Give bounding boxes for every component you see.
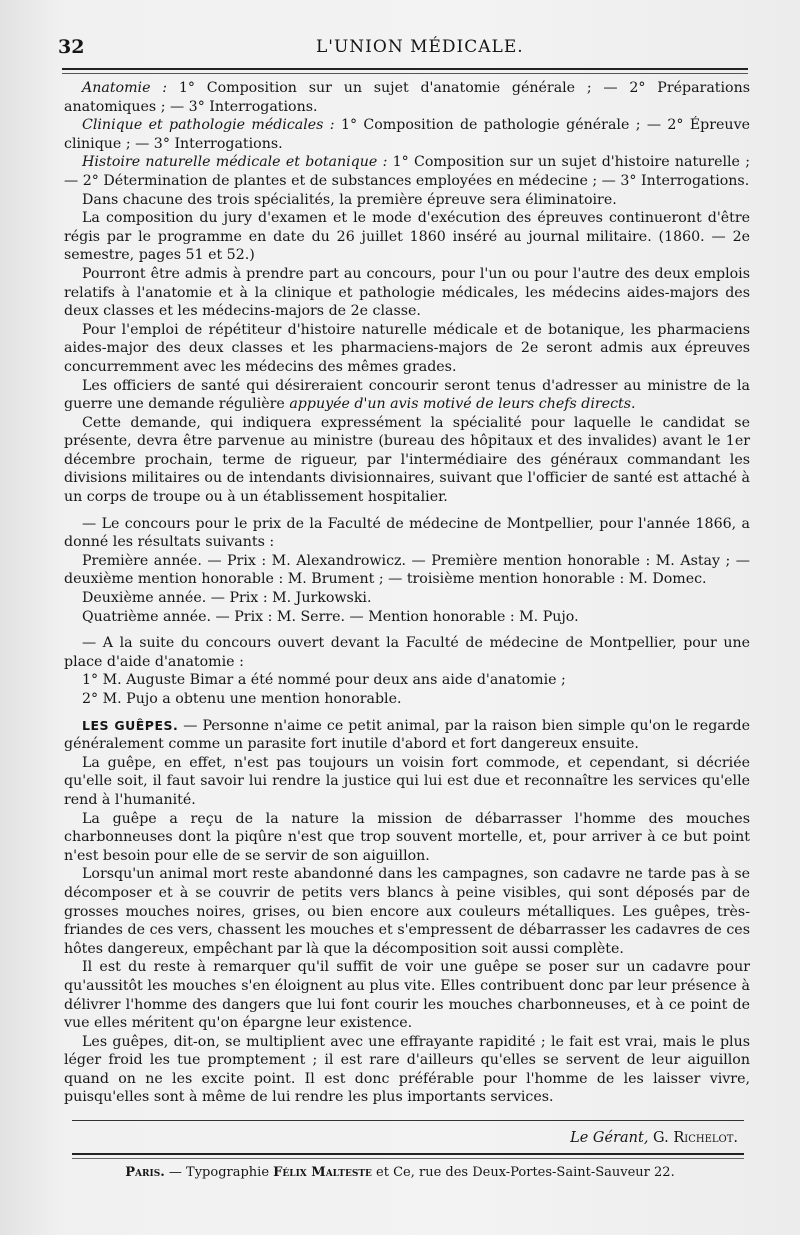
signature-role: Le Gérant, — [570, 1130, 649, 1146]
paragraph-guepes — [64, 717, 750, 754]
page-number: 32 — [58, 36, 85, 58]
paragraph-18: Il est du reste à remarquer qu'il suffit de voir une guêpe se poser sur un cadavre pour qu'aussitôt les mouches s'en éloignent au plus vite. Elles contribuent donc par leur présence à délivrer l'homme des dangers que lui font courir les mouches charbonneuses, et à ce point de vue elles méritent qu'on épargne leur existence. — [64, 959, 750, 1032]
paragraph-10: Quatrième année. — Prix : M. Serre. — Mention honorable : M. Pujo. — [82, 608, 579, 625]
imprint-text-b: et Ce, rue des Deux-Portes-Saint-Sauveur 22. — [371, 1165, 675, 1180]
page-header — [58, 36, 748, 62]
imprint — [0, 1165, 800, 1180]
signature — [570, 1130, 738, 1146]
paragraph-15: La guêpe, en effet, n'est pas toujours un voisin fort commode, et cependant, si décriée qu'elle soit, il faut savoir lui rendre la justice qui lui est due et reconnaître les services qu'elle rend à l'humanité. — [64, 754, 750, 808]
running-title: L'UNION MÉDICALE. — [316, 37, 524, 57]
paragraph-4: Pour l'emploi de répétiteur d'histoire naturelle médicale et de botanique, les pharmaciens aides-major des deux classes et les pharmaciens-majors de 2e seront admis aux épreuves concurremment avec les médecins des mêmes grades. — [64, 321, 750, 375]
label-clinique: Clinique et pathologie médicales : — [82, 117, 335, 134]
header-rule — [62, 68, 748, 74]
paragraph-5-italic: appuyée d'un avis motivé de leurs chefs directs. — [289, 396, 636, 413]
paragraph-3: Pourront être admis à prendre part au concours, pour l'un ou pour l'autre des deux emplois relatifs à l'anatomie et à la clinique et pathologie médicales, les médecins aides-majors des deux classes et les médecins-majors de 2e classe. — [64, 265, 750, 320]
footer-rule — [72, 1120, 744, 1121]
signature-name: G. Richelot. — [653, 1130, 738, 1146]
imprint-city: Paris. — [125, 1165, 165, 1180]
paragraph-19: Les guêpes, dit-on, se multiplient avec une effrayante rapidité ; le fait est vrai, mais le plus léger froid les tue promptement ; il est rare d'ailleurs qu'elles se servent de leur aiguillon quand on ne les excite point. Il est donc préférable pour l'homme de les laisser vivre, puisqu'elles sont à même de lui rendre les plus importants services. — [64, 1033, 750, 1106]
paragraph-17: Lorsqu'un animal mort reste abandonné dans les campagnes, son cadavre ne tarde pas à se décomposer et à se couvrir de petits vers blancs à peine visibles, qui sont déposés par de grosses mouches noires, grises, ou bien encore aux couleurs métalliques. Les guêpes, très-friandes de ces vers, chassent les mouches et s'empressent de débarrasser les cadavres de ces hôtes dangereux, empêchant par là que la décomposition soit aussi complète. — [64, 866, 750, 957]
paragraph-5 — [64, 377, 750, 414]
label-anatomie: Anatomie : — [82, 80, 168, 96]
paragraph-6: Cette demande, qui indiquera expressément la spécialité pour laquelle le candidat se présente, devra être parvenue au ministre (bureau des hôpitaux et des invalides) avant le 1er décembre prochain, terme de rigueur, par l'intermédiaire des généraux commandant les divisions militaires ou de intendants divisionnaires, suivant que l'officier de santé est attaché à un corps de troupe ou à un établissement hospitalier. — [64, 414, 750, 506]
paragraph-16: La guêpe a reçu de la nature la mission de débarrasser l'homme des mouches charbonneuses dont la piqûre n'est que trop souvent mortelle, et, pour arriver à ce but point n'est besoin pour elle de se servir de son aiguillon. — [64, 810, 750, 864]
paragraph-7: — Le concours pour le prix de la Faculté de médecine de Montpellier, pour l'année 1866, a donné les résultats suivants : — [64, 515, 750, 551]
paragraph-12: 1° M. Auguste Bimar a été nommé pour deux ans aide d'anatomie ; — [82, 672, 566, 689]
paragraph-5-text: Les officiers de santé qui désireraient concourir seront tenus d'adresser au ministre de la guerre une demande régulière — [64, 377, 750, 413]
text-anatomie: 1° Composition sur un sujet d'anatomie générale ; — 2° Préparations anatomiques ; — 3° Interrogations. — [64, 80, 750, 115]
imprint-printer: Félix Malteste — [273, 1165, 372, 1180]
text-clinique: 1° Composition de pathologie générale ; — 2° Épreuve clinique ; — 3° Interrogations. — [64, 117, 750, 152]
paragraph-clinique — [64, 116, 750, 153]
paragraph-9: Deuxième année. — Prix : M. Jurkowski. — [82, 590, 372, 607]
paragraph-13: 2° M. Pujo a obtenu une mention honorable. — [82, 691, 402, 707]
section-title-guepes: LES GUÊPES. — [82, 717, 179, 733]
paragraph-histoire — [64, 153, 750, 190]
paragraph-8: Première année. — Prix : M. Alexandrowicz. — Première mention honorable : M. Astay ; — deuxième mention honorable : M. Brument ; — troisième mention honorable : M. Domec. — [64, 552, 750, 588]
imprint-rule — [72, 1153, 744, 1159]
paragraph-guepes-text: — Personne n'aime ce petit animal, par la raison bien simple qu'on le regarde généralement comme un parasite fort inutile d'abord et fort dangereux ensuite. — [64, 717, 750, 753]
paragraph-1: Dans chacune des trois spécialités, la première épreuve sera éliminatoire. — [82, 191, 617, 208]
paragraph-11: — A la suite du concours ouvert devant la Faculté de médecine de Montpellier, pour une place d'aide d'anatomie : — [64, 635, 750, 670]
paragraph-2: La composition du jury d'examen et le mode d'exécution des épreuves continueront d'être régis par le programme en date du 26 juillet 1860 inséré au journal militaire. (1860. — 2e semestre, pages 51 et 52.) — [64, 210, 750, 264]
label-histoire: Histoire naturelle médicale et botanique : — [82, 154, 388, 171]
article-body — [64, 79, 750, 1107]
text-histoire: 1° Composition sur un sujet d'histoire naturelle ; — 2° Détermination de plantes et de substances employées en médecine ; — 3° Interrogations. — [64, 154, 751, 189]
imprint-text-a: — Typographie — [164, 1165, 274, 1180]
paragraph-anatomie — [64, 79, 750, 116]
